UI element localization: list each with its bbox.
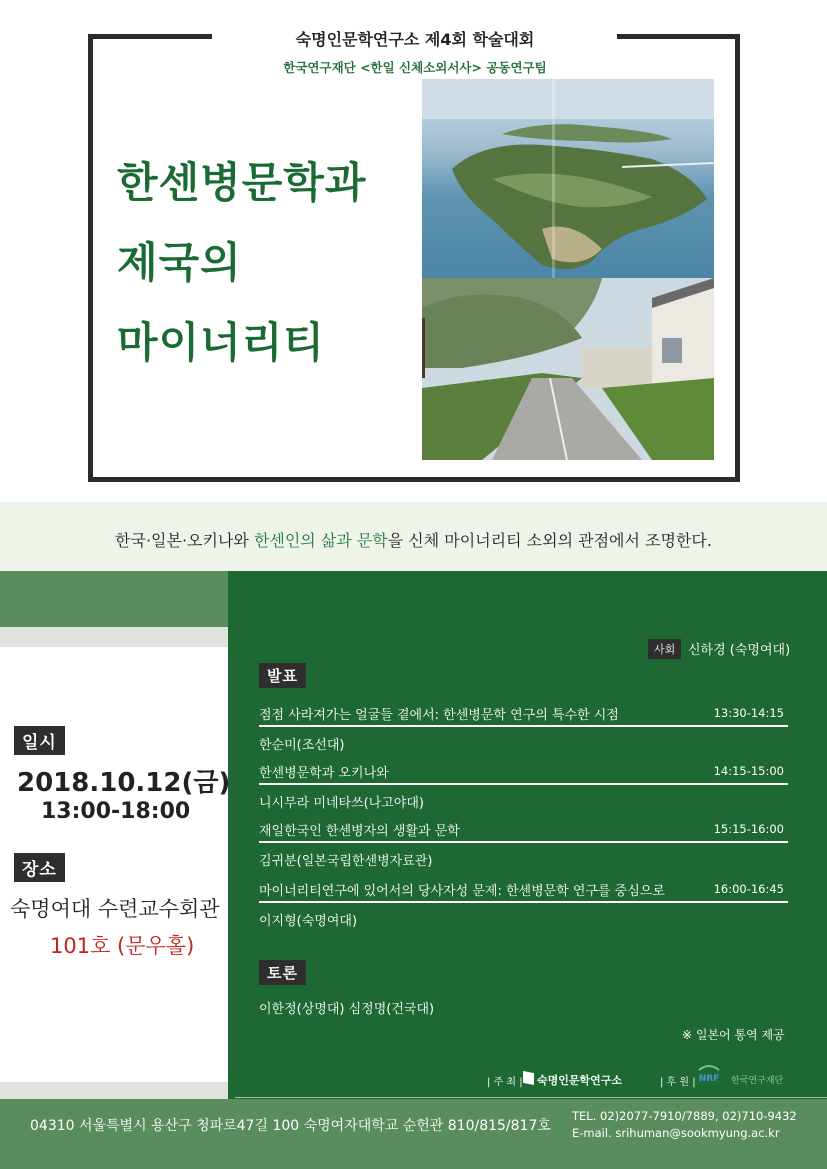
nrf-logo-text: NRF [698, 1074, 720, 1084]
event-date: 2018.10.12(금) [17, 768, 231, 798]
aerial-island-photo [422, 79, 714, 278]
divider [259, 841, 788, 843]
footer-address: 04310 서울특별시 용산구 청파로47길 100 숙명여자대학교 순헌관 810/815/817호 [30, 1118, 551, 1134]
footer-tel: TEL. 02)2077-7910/7889, 02)710-9432 [572, 1109, 797, 1123]
presentation-time: 15:15-16:00 [713, 822, 784, 836]
main-title-line-2: 제국의 [117, 238, 242, 287]
presentation-speaker: 김귀분(일본국립한센병자료관) [259, 854, 433, 869]
presentation-time: 13:30-14:15 [713, 706, 784, 720]
event-time: 13:00-18:00 [41, 799, 191, 824]
discussion-label: 토론 [259, 960, 306, 985]
frame-top-right-bar [617, 34, 740, 39]
support-name: 한국연구재단 [731, 1076, 784, 1086]
footer-email[interactable]: E-mail. srihuman@sookmyung.ac.kr [572, 1126, 780, 1140]
date-label: 일시 [14, 726, 65, 755]
divider [259, 901, 788, 903]
presentation-title: 마이너리티연구에 있어서의 당사자성 문제: 한센병문학 연구를 중심으로 [259, 884, 665, 899]
footer-gray-strip [0, 1082, 228, 1099]
presentation-time: 14:15-15:00 [713, 764, 784, 778]
presentation-speaker: 이지형(숙명여대) [259, 914, 358, 929]
host-name: 숙명인문학연구소 [537, 1074, 623, 1087]
event-venue: 숙명여대 수련교수회관 [10, 897, 220, 921]
host-label: | 주 최 | [487, 1077, 523, 1088]
presentation-speaker: 니시무라 미네타쓰(나고야대) [259, 796, 424, 811]
moderator-label: 사회 [648, 639, 681, 659]
statement-highlight: 한센인의 삶과 문학 [253, 531, 388, 550]
main-title-line-1: 한센병문학과 [117, 158, 367, 207]
presentation-title: 한센병문학과 오키나와 [259, 766, 389, 781]
presentation-item [259, 820, 788, 869]
conference-title: 숙명인문학연구소 제4회 학술대회 [295, 30, 535, 49]
research-team: 한국연구재단 <한일 신체소외서사> 공동연구팀 [283, 60, 547, 75]
presentation-title: 재일한국인 한센병자의 생활과 문학 [259, 824, 460, 839]
place-label: 장소 [14, 853, 65, 882]
host-logo-icon [523, 1071, 534, 1085]
left-gray-strip [0, 627, 228, 647]
discussion-panelists: 이한정(상명대) 심정명(건국대) [259, 1002, 435, 1017]
support-label: | 후 원 | [660, 1077, 696, 1088]
tree-lined-road-photo [422, 278, 714, 460]
interpretation-note: ※ 일본어 통역 제공 [682, 1028, 785, 1042]
presentation-item [259, 762, 788, 811]
presentations-label: 발표 [259, 663, 306, 688]
frame-top-left-bar [88, 34, 212, 39]
sponsor-divider [235, 1097, 827, 1098]
left-accent-block [0, 571, 228, 627]
event-room: 101호 (문우홀) [50, 934, 195, 958]
presentation-title: 점점 사라져가는 얼굴들 곁에서: 한센병문학 연구의 특수한 시점 [259, 708, 619, 723]
presentation-time: 16:00-16:45 [713, 882, 784, 896]
theme-statement [0, 528, 827, 551]
presentation-item [259, 880, 788, 929]
statement-text-before: 한국·일본·오키나와 [115, 531, 254, 550]
divider [259, 783, 788, 785]
main-title-line-3: 마이너리티 [117, 318, 325, 367]
moderator-name: 신하경 (숙명여대) [688, 643, 791, 658]
statement-text-after: 을 신체 마이너리티 소외의 관점에서 조명한다. [387, 531, 712, 550]
presentation-speaker: 한순미(조선대) [259, 738, 345, 753]
footer-contact [572, 1108, 797, 1142]
presentation-item [259, 704, 788, 753]
nrf-logo-icon [695, 1064, 723, 1086]
divider [259, 725, 788, 727]
